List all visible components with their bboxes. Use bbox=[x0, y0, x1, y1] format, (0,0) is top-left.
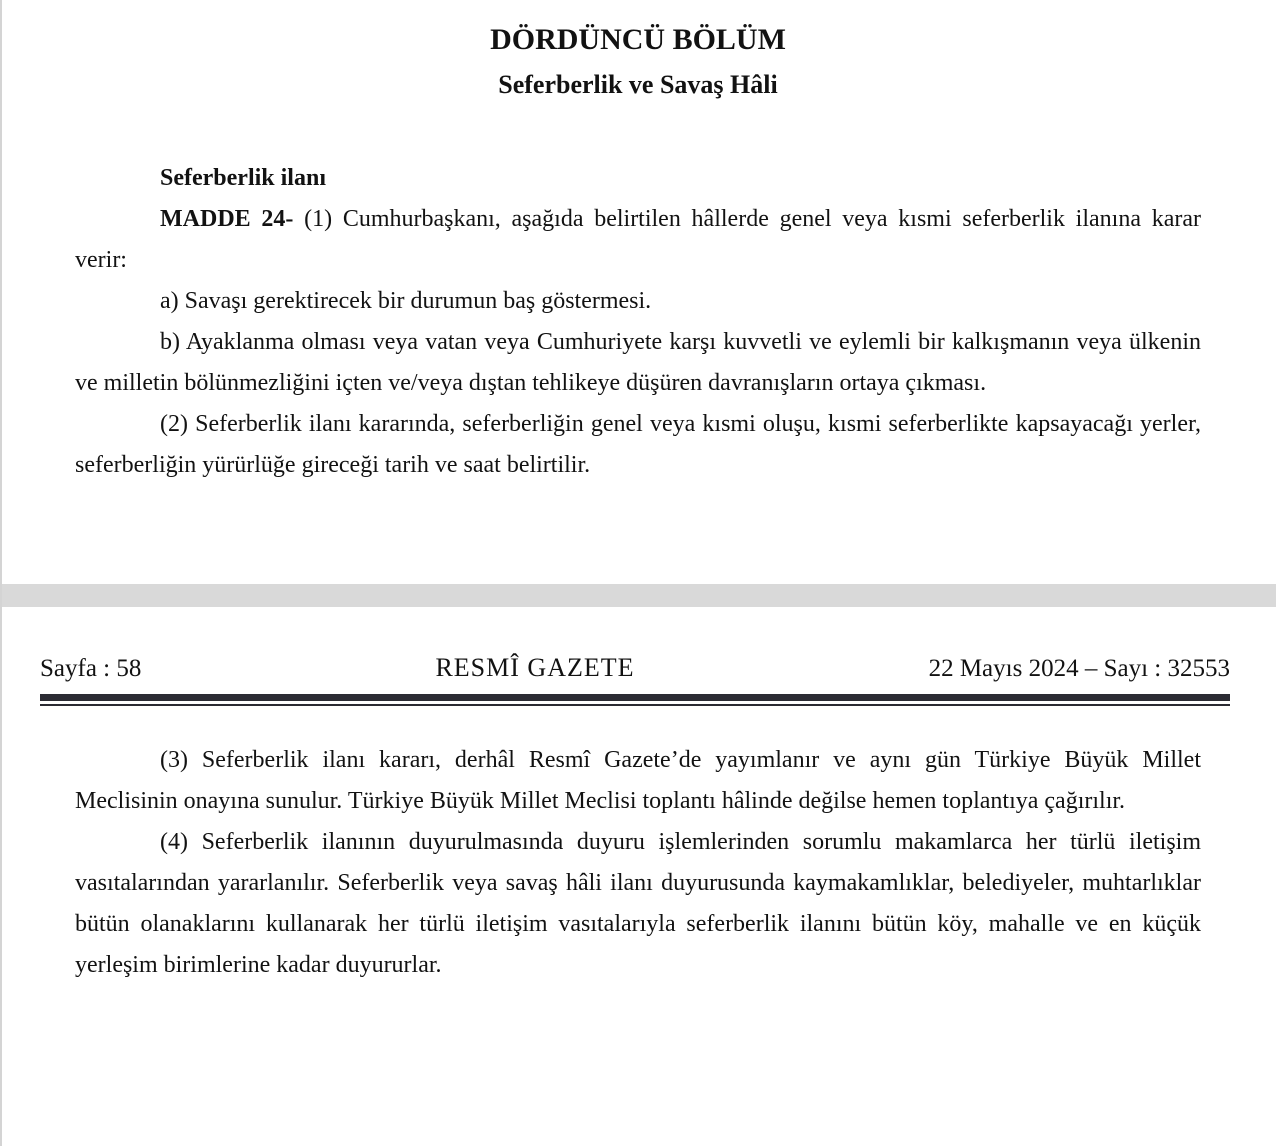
scan-edge-left bbox=[0, 0, 2, 1146]
page1-content bbox=[75, 0, 1201, 486]
date-issue-label: 22 Mayıs 2024 – Sayı : 32553 bbox=[928, 655, 1230, 682]
page-number-label: Sayfa : 58 bbox=[40, 655, 142, 682]
section-heading-seferberlik-ilani: Seferberlik ilanı bbox=[160, 165, 326, 191]
paragraph-madde-24-3: (3) Seferberlik ilanı kararı, derhâl Resmî Gazete’de yayımlanır ve aynı gün Türkiye Büyük Millet Meclisinin onayına sunulur. Türkiye Büyük Millet Meclisi toplantı hâlinde değilse hemen toplantıya çağırılır. bbox=[75, 747, 1201, 814]
page2-content bbox=[75, 740, 1201, 986]
gazette-title: RESMÎ GAZETE bbox=[435, 653, 635, 682]
paragraph-item-a: a) Savaşı gerektirecek bir durumun baş göstermesi. bbox=[160, 288, 652, 314]
paragraph-item-b: b) Ayaklanma olması veya vatan veya Cumhuriyete karşı kuvvetli ve eylemli bir kalkışmanın veya ülkenin ve milletin bölünmezliğini içten ve/veya dıştan tehlikeye düşüren davranışların ortaya çıkması. bbox=[75, 329, 1201, 396]
gazette-running-head bbox=[40, 651, 1230, 686]
madde-24-text: (1) Cumhurbaşkanı, aşağıda belirtilen hâllerde genel veya kısmi seferberlik ilanına karar verir: bbox=[75, 206, 1202, 273]
chapter-subtitle: Seferberlik ve Savaş Hâli bbox=[498, 70, 778, 99]
header-double-rule bbox=[40, 694, 1230, 706]
paragraph-madde-24-2: (2) Seferberlik ilanı kararında, seferberliğin genel veya kısmi oluşu, kısmi seferberlikte kapsayacağı yerler, seferberliğin yürürlüğe gireceği tarih ve saat belirtilir. bbox=[75, 411, 1201, 478]
madde-24-label: MADDE 24- bbox=[160, 206, 294, 232]
paragraph-madde-24-4: (4) Seferberlik ilanının duyurulmasında duyuru işlemlerinden sorumlu makamlarca her türlü iletişim vasıtalarından yararlanılır. Seferberlik veya savaş hâli ilanı duyurusunda kaymakamlıklar, belediyeler, muhtarlıklar bütün olanaklarını kullanarak her türlü iletişim vasıtalarıyla seferberlik ilanını bütün köy, mahalle ve en küçük yerleşim birimlerine kadar duyururlar. bbox=[75, 829, 1201, 978]
page-separator-strip bbox=[0, 584, 1276, 607]
paragraph-madde-24-1 bbox=[75, 199, 1201, 281]
chapter-title: DÖRDÜNCÜ BÖLÜM bbox=[490, 23, 786, 56]
